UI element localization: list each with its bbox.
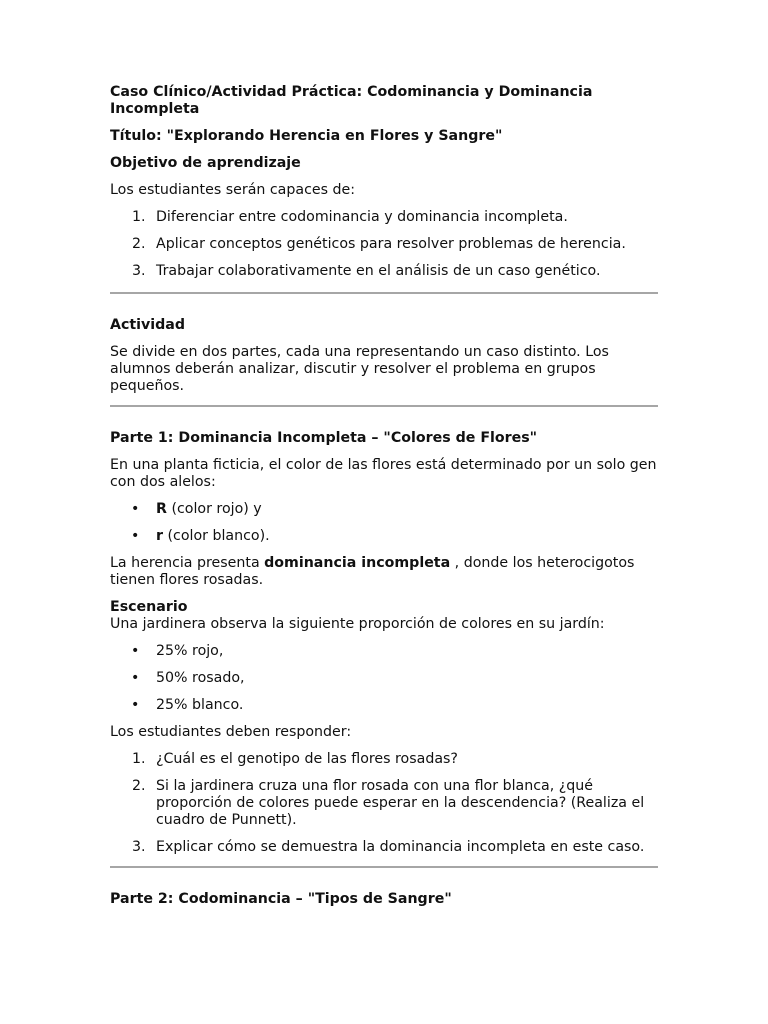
list-number: 1. bbox=[132, 751, 146, 767]
objective-heading: Objetivo de aprendizaje bbox=[110, 155, 301, 171]
inheritance-term: dominancia incompleta bbox=[264, 555, 451, 571]
list-item-text: Diferenciar entre codominancia y dominancia incompleta. bbox=[156, 209, 568, 225]
list-item-text: Si la jardinera cruza una flor rosada con una flor blanca, ¿qué proporción de colores puede esperar en la descendencia? (Realiza el cuadro de Punnett). bbox=[156, 778, 645, 828]
allele-symbol: r bbox=[156, 528, 163, 544]
list-item-text: 50% rosado, bbox=[156, 670, 245, 686]
inheritance-paragraph bbox=[110, 555, 658, 589]
section-divider bbox=[110, 866, 658, 868]
activity-heading: Actividad bbox=[110, 317, 186, 333]
bullet-icon: • bbox=[131, 697, 140, 713]
list-item bbox=[110, 751, 658, 768]
list-item bbox=[110, 643, 658, 660]
part1-intro: En una planta ficticia, el color de las flores está determinado por un solo gen con dos alelos: bbox=[110, 457, 657, 490]
inheritance-text: , donde los heterocigotos tienen flores rosadas. bbox=[110, 555, 635, 588]
list-item bbox=[110, 209, 658, 226]
part2-heading: Parte 2: Codominancia – "Tipos de Sangre" bbox=[110, 891, 452, 907]
bullet-icon: • bbox=[131, 670, 140, 686]
document-subtitle: Título: "Explorando Herencia en Flores y Sangre" bbox=[110, 128, 503, 144]
bullet-icon: • bbox=[131, 643, 140, 659]
allele-description: (color blanco). bbox=[163, 528, 270, 544]
list-number: 3. bbox=[132, 839, 146, 855]
questions-list bbox=[110, 751, 658, 856]
allele-description: (color rojo) y bbox=[166, 501, 262, 517]
list-number: 2. bbox=[132, 778, 146, 794]
list-item bbox=[110, 697, 658, 714]
list-item-text: 25% blanco. bbox=[156, 697, 244, 713]
proportions-list bbox=[110, 643, 658, 714]
questions-intro: Los estudiantes deben responder: bbox=[110, 724, 352, 740]
list-item bbox=[110, 778, 658, 829]
alleles-list bbox=[110, 501, 658, 545]
section-divider bbox=[110, 292, 658, 294]
list-item-text: Explicar cómo se demuestra la dominancia incompleta en este caso. bbox=[156, 839, 645, 855]
list-number: 1. bbox=[132, 209, 146, 225]
activity-text: Se divide en dos partes, cada una representando un caso distinto. Los alumnos deberán analizar, discutir y resolver el problema en grupos pequeños. bbox=[110, 344, 609, 394]
list-item-text: Aplicar conceptos genéticos para resolver problemas de herencia. bbox=[156, 236, 626, 252]
list-number: 2. bbox=[132, 236, 146, 252]
list-item-text: ¿Cuál es el genotipo de las flores rosadas? bbox=[156, 751, 458, 767]
list-item bbox=[110, 670, 658, 687]
list-number: 3. bbox=[132, 263, 146, 279]
objective-intro: Los estudiantes serán capaces de: bbox=[110, 182, 356, 198]
allele-symbol: R bbox=[156, 501, 167, 517]
list-item bbox=[110, 839, 658, 856]
list-item bbox=[110, 501, 658, 518]
list-item bbox=[110, 528, 658, 545]
section-divider bbox=[110, 405, 658, 407]
list-item bbox=[110, 236, 658, 253]
bullet-icon: • bbox=[131, 528, 140, 544]
list-item-text: Trabajar colaborativamente en el análisis de un caso genético. bbox=[156, 263, 601, 279]
document-page bbox=[110, 84, 658, 908]
bullet-icon: • bbox=[131, 501, 140, 517]
list-item bbox=[110, 263, 658, 280]
list-item-text: 25% rojo, bbox=[156, 643, 224, 659]
scenario-heading: Escenario bbox=[110, 599, 188, 615]
objective-list bbox=[110, 209, 658, 280]
inheritance-text: La herencia presenta bbox=[110, 555, 265, 571]
part1-heading: Parte 1: Dominancia Incompleta – "Colores de Flores" bbox=[110, 430, 538, 446]
scenario-text: Una jardinera observa la siguiente proporción de colores en su jardín: bbox=[110, 616, 605, 632]
document-title: Caso Clínico/Actividad Práctica: Codominancia y Dominancia Incompleta bbox=[110, 84, 593, 117]
